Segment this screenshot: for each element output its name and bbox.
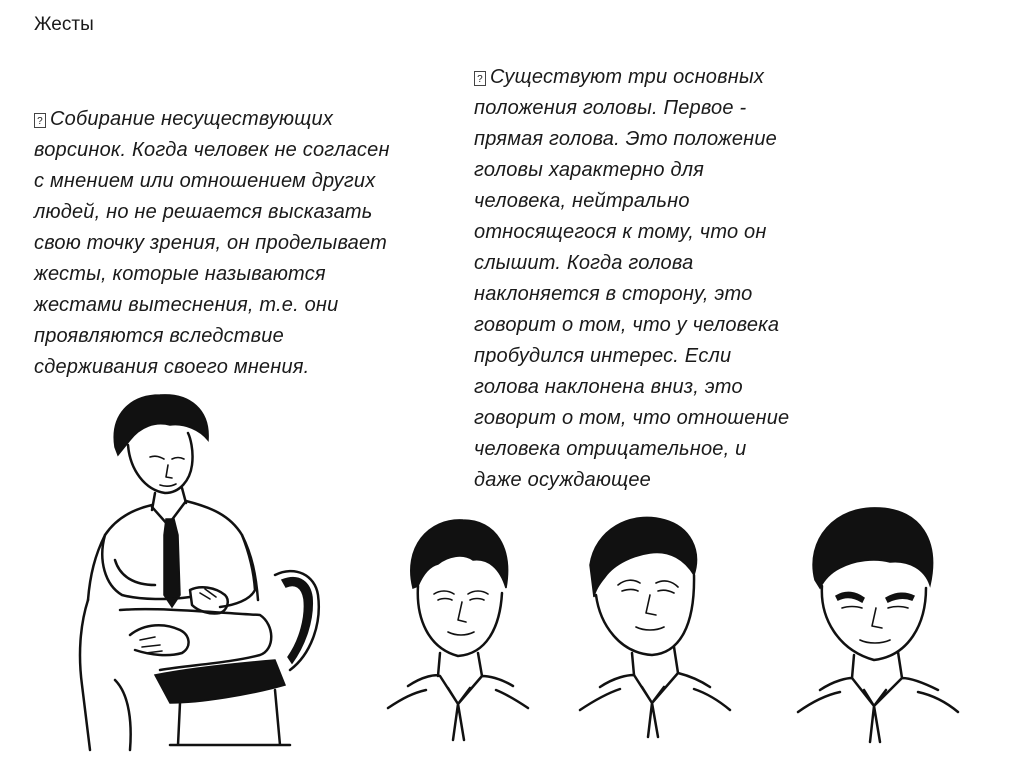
text-line: свою точку зрения, он проделывает xyxy=(34,232,387,254)
text-line: относящегося к тому, что он xyxy=(474,221,767,243)
nose xyxy=(872,608,882,628)
text-line: с мнением или отношением других xyxy=(34,170,376,192)
collar xyxy=(600,673,710,737)
text-line: жестами вытеснения, т.е. они xyxy=(34,294,339,316)
text-line: наклоняется в сторону, это xyxy=(474,283,753,305)
text-line: ворсинок. Когда человек не согласен xyxy=(34,139,390,161)
collar xyxy=(408,675,513,740)
text-line xyxy=(474,62,854,93)
text-line xyxy=(34,104,454,135)
missing-glyph-icon: ? xyxy=(474,71,486,86)
head-straight-illustration xyxy=(378,508,538,748)
slide-title: Жесты xyxy=(34,14,94,35)
hair xyxy=(411,520,508,588)
text-line: человека отрицательное, и xyxy=(474,438,747,460)
head-down-illustration xyxy=(790,500,965,750)
missing-glyph-icon: ? xyxy=(34,113,46,128)
eyes xyxy=(434,591,488,600)
text-line: проявляются вследствие xyxy=(34,325,284,347)
chair-seat xyxy=(155,660,285,703)
neck xyxy=(852,652,902,678)
text-line: положения головы. Первое - xyxy=(474,97,747,119)
nose xyxy=(646,595,656,615)
text-line: голова наклонена вниз, это xyxy=(474,376,743,398)
text-line-content: Собирание несуществующих xyxy=(50,108,334,130)
text-line: жесты, которые называются xyxy=(34,263,326,285)
neck xyxy=(632,647,678,675)
face xyxy=(596,575,694,655)
text-line: головы характерно для xyxy=(474,159,705,181)
nose xyxy=(458,602,466,622)
eyes xyxy=(842,607,908,609)
eyebrows xyxy=(836,592,914,602)
mouth xyxy=(448,632,474,635)
tie xyxy=(164,519,180,607)
text-line-content: Существуют три основных xyxy=(490,66,765,88)
text-block-lint-gesture xyxy=(34,104,454,383)
text-line: говорит о том, что отношение xyxy=(474,407,790,429)
text-block-head-positions xyxy=(474,62,854,496)
text-line: пробудился интерес. Если xyxy=(474,345,732,367)
text-line: слышит. Когда голова xyxy=(474,252,694,274)
eyes xyxy=(618,580,678,593)
text-line: сдерживания своего мнения. xyxy=(34,356,310,378)
text-line: даже осуждающее xyxy=(474,469,651,491)
mouth xyxy=(636,627,664,630)
text-line: говорит о том, что у человека xyxy=(474,314,780,336)
head-tilted-illustration xyxy=(570,505,740,745)
mouth xyxy=(860,640,890,643)
collar xyxy=(820,678,938,742)
hair xyxy=(813,508,932,588)
seated-man-illustration xyxy=(60,385,350,755)
text-line: людей, но не решается высказать xyxy=(34,201,373,223)
text-line: человека, нейтрально xyxy=(474,190,690,212)
hair xyxy=(590,517,696,597)
face xyxy=(128,433,193,493)
text-line: прямая голова. Это положение xyxy=(474,128,778,150)
